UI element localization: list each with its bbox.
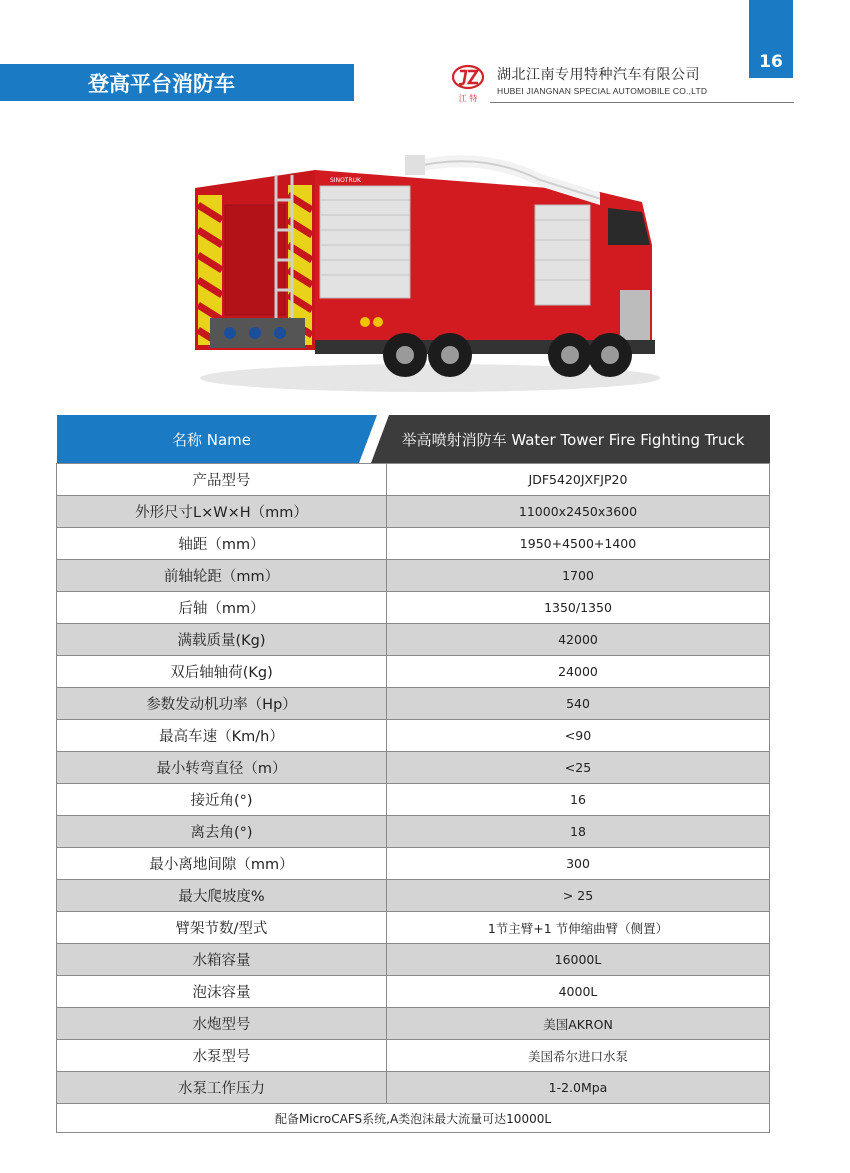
table-row <box>57 720 770 752</box>
row-value: > 25 <box>387 880 770 912</box>
row-label: 最小转弯直径（m） <box>57 752 387 784</box>
row-label: 最大爬坡度% <box>57 880 387 912</box>
row-value: 美国希尔进口水泵 <box>387 1040 770 1072</box>
row-label: 水泵型号 <box>57 1040 387 1072</box>
spec-table-header <box>57 415 770 464</box>
row-label: 前轴轮距（mm） <box>57 560 387 592</box>
table-row <box>57 624 770 656</box>
row-value: JDF5420JXFJP20 <box>387 464 770 496</box>
row-label: 后轴（mm） <box>57 592 387 624</box>
row-value: 16000L <box>387 944 770 976</box>
row-label: 轴距（mm） <box>57 528 387 560</box>
row-value: 美国AKRON <box>387 1008 770 1040</box>
row-label: 最小离地间隙（mm） <box>57 848 387 880</box>
table-row <box>57 912 770 944</box>
truck-brand-text: SINOTRUK <box>330 177 361 184</box>
row-value: 1350/1350 <box>387 592 770 624</box>
table-row <box>57 592 770 624</box>
table-row <box>57 944 770 976</box>
fire-truck-photo <box>180 150 660 400</box>
table-row <box>57 816 770 848</box>
row-value: 18 <box>387 816 770 848</box>
table-row <box>57 1008 770 1040</box>
company-logo-icon <box>446 64 490 104</box>
company-name-en: HUBEI JIANGNAN SPECIAL AUTOMOBILE CO.,LTD <box>497 86 708 96</box>
row-value: 24000 <box>387 656 770 688</box>
table-row <box>57 688 770 720</box>
table-row <box>57 528 770 560</box>
company-name-cn: 湖北江南专用特种汽车有限公司 <box>497 67 700 83</box>
table-row <box>57 464 770 496</box>
table-note: 配备MicroCAFS系统,A类泡沫最大流量可达10000L <box>57 1104 770 1133</box>
table-row <box>57 784 770 816</box>
table-row <box>57 880 770 912</box>
row-label: 水箱容量 <box>57 944 387 976</box>
table-note-row <box>57 1104 770 1133</box>
row-label: 最高车速（Km/h） <box>57 720 387 752</box>
row-label: 泡沫容量 <box>57 976 387 1008</box>
row-value: 42000 <box>387 624 770 656</box>
row-value: 4000L <box>387 976 770 1008</box>
header-product-label: 举高喷射消防车 Water Tower Fire Fighting Truck <box>401 430 745 449</box>
logo-sub-text: 江 特 <box>458 94 478 103</box>
row-label: 满载质量(Kg) <box>57 624 387 656</box>
table-row <box>57 656 770 688</box>
row-value: 540 <box>387 688 770 720</box>
table-row <box>57 848 770 880</box>
row-label: 双后轴轴荷(Kg) <box>57 656 387 688</box>
row-value: 16 <box>387 784 770 816</box>
row-value: 1950+4500+1400 <box>387 528 770 560</box>
row-label: 参数发动机功率（Hp） <box>57 688 387 720</box>
row-label: 外形尺寸L×W×H（mm） <box>57 496 387 528</box>
header-divider <box>490 102 794 103</box>
table-row <box>57 752 770 784</box>
row-label: 接近角(°) <box>57 784 387 816</box>
row-label: 臂架节数/型式 <box>57 912 387 944</box>
table-row <box>57 976 770 1008</box>
table-row <box>57 560 770 592</box>
table-row <box>57 1040 770 1072</box>
row-value: 1700 <box>387 560 770 592</box>
section-title: 登高平台消防车 <box>0 64 354 101</box>
row-value: 11000x2450x3600 <box>387 496 770 528</box>
row-value: <90 <box>387 720 770 752</box>
row-value: <25 <box>387 752 770 784</box>
row-value: 1节主臂+1 节伸缩曲臂（侧置） <box>387 912 770 944</box>
row-label: 水炮型号 <box>57 1008 387 1040</box>
table-row <box>57 496 770 528</box>
row-value: 300 <box>387 848 770 880</box>
header-name-label: 名称 Name <box>171 430 252 449</box>
spec-table <box>56 415 770 1133</box>
table-row <box>57 1072 770 1104</box>
page-number: 16 <box>749 0 793 78</box>
row-label: 水泵工作压力 <box>57 1072 387 1104</box>
row-label: 离去角(°) <box>57 816 387 848</box>
row-value: 1-2.0Mpa <box>387 1072 770 1104</box>
row-label: 产品型号 <box>57 464 387 496</box>
